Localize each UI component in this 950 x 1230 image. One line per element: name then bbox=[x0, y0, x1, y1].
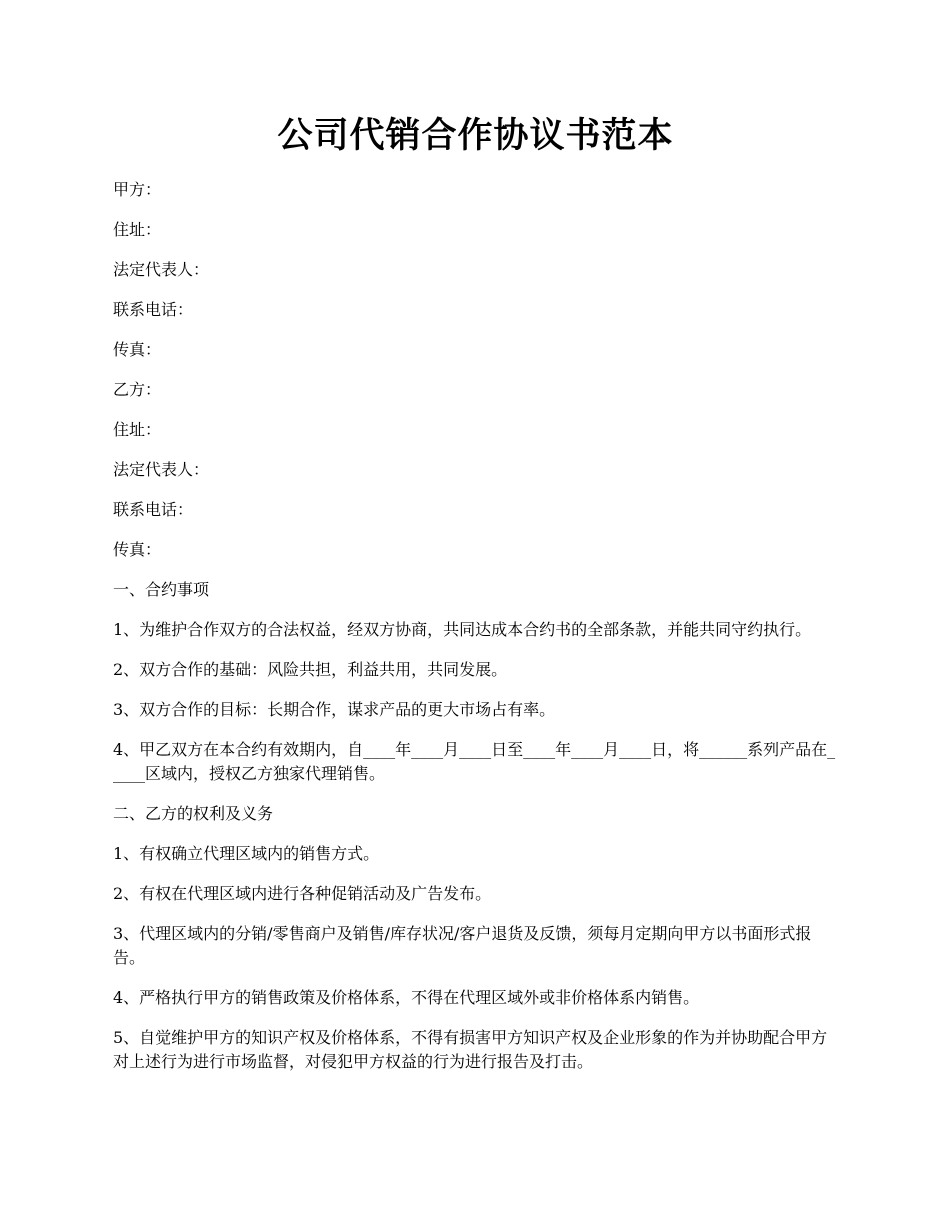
section-1-item: 1、为维护合作双方的合法权益，经双方协商，共同达成本合约书的全部条款，并能共同守约执行。 bbox=[113, 620, 812, 639]
party-b-phone: 联系电话： bbox=[113, 500, 194, 519]
section-1-heading: 一、合约事项 bbox=[113, 580, 210, 599]
party-b-address: 住址： bbox=[113, 420, 162, 439]
party-b-legal-rep: 法定代表人： bbox=[113, 460, 210, 479]
section-2-item: 1、有权确立代理区域内的销售方式。 bbox=[113, 844, 380, 863]
section-2-item: 4、严格执行甲方的销售政策及价格体系，不得在代理区域外或非价格体系内销售。 bbox=[113, 988, 700, 1007]
section-1-item: 4、甲乙双方在本合约有效期内，自____年____月____日至____年____月____日，将______系列产品在_____区域内，授权乙方独家代理销售。 bbox=[113, 740, 836, 783]
section-2-item: 5、自觉维护甲方的知识产权及价格体系，不得有损害甲方知识产权及企业形象的作为并协助配合甲方对上述行为进行市场监督，对侵犯甲方权益的行为进行报告及打击。 bbox=[113, 1028, 828, 1071]
document-page bbox=[113, 108, 838, 1090]
party-b-label: 乙方： bbox=[113, 380, 162, 399]
party-a-fax: 传真： bbox=[113, 340, 162, 359]
party-a-legal-rep: 法定代表人： bbox=[113, 260, 210, 279]
section-2-item: 2、有权在代理区域内进行各种促销活动及广告发布。 bbox=[113, 884, 492, 903]
document-title: 公司代销合作协议书范本 bbox=[277, 115, 674, 156]
section-2-item: 3、代理区域内的分销/零售商户及销售/库存状况/客户退货及反馈，须每月定期向甲方以书面形式报告。 bbox=[113, 924, 812, 967]
party-a-address: 住址： bbox=[113, 220, 162, 239]
party-b-fax: 传真： bbox=[113, 540, 162, 559]
section-1-item: 2、双方合作的基础：风险共担，利益共用，共同发展。 bbox=[113, 660, 508, 679]
section-1-item: 3、双方合作的目标：长期合作，谋求产品的更大市场占有率。 bbox=[113, 700, 556, 719]
section-2-heading: 二、乙方的权利及义务 bbox=[113, 804, 274, 823]
party-a-label: 甲方： bbox=[113, 180, 162, 199]
party-a-phone: 联系电话： bbox=[113, 300, 194, 319]
